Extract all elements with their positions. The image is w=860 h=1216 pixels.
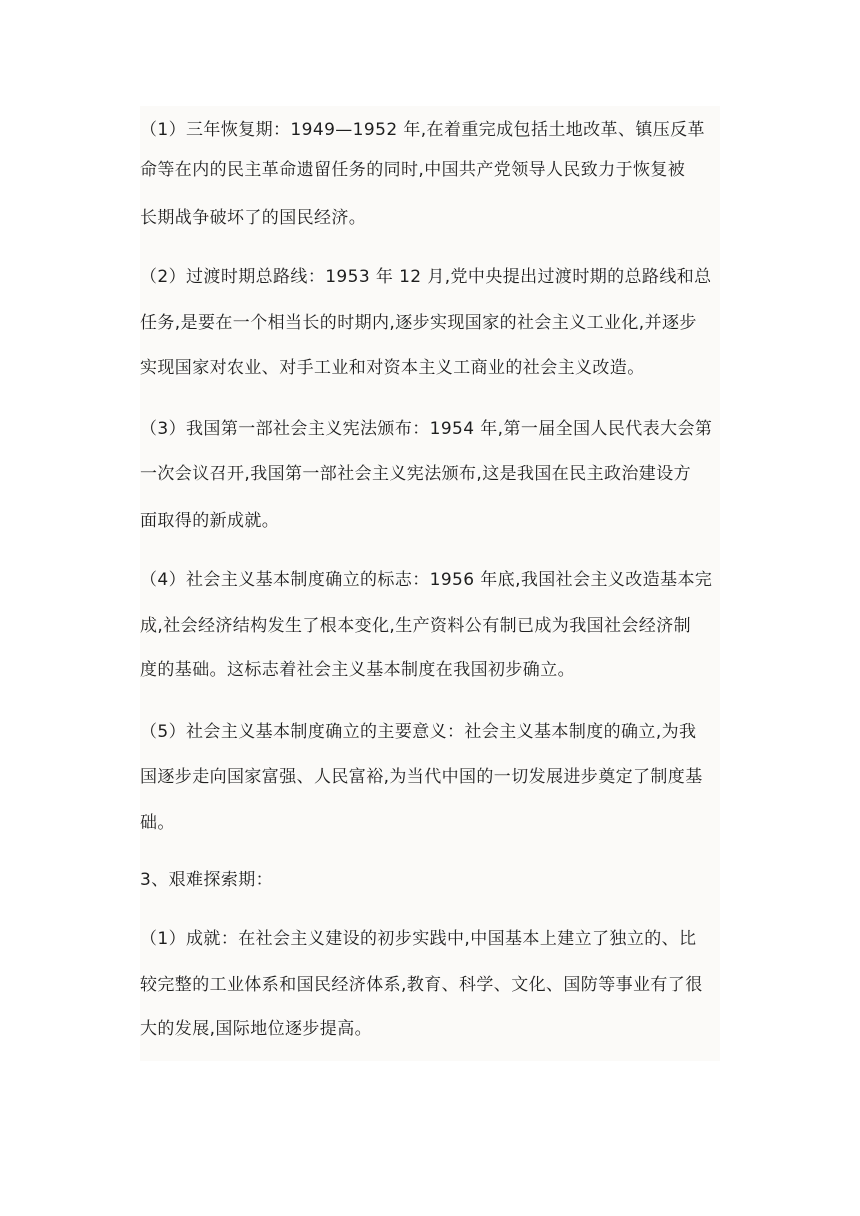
paragraph-5-line-1: （5）社会主义基本制度确立的主要意义：社会主义基本制度的确立,为我 <box>140 722 697 742</box>
paragraph-3-line-3: 面取得的新成就。 <box>140 511 280 531</box>
paragraph-2-line-2: 任务,是要在一个相当长的时期内,逐步实现国家的社会主义工业化,并逐步 <box>140 313 697 333</box>
paragraph-5-line-3: 础。 <box>140 813 175 833</box>
paragraph-6-line-2: 较完整的工业体系和国民经济体系,教育、科学、文化、国防等事业有了很 <box>140 975 703 995</box>
paragraph-1-line-2: 命等在内的民主革命遗留任务的同时,中国共产党领导人民致力于恢复被 <box>140 160 686 180</box>
paragraph-4-line-3: 度的基础。这标志着社会主义基本制度在我国初步确立。 <box>140 660 575 680</box>
section-heading: 3、艰难探索期： <box>140 870 274 890</box>
paragraph-2-line-3: 实现国家对农业、对手工业和对资本主义工商业的社会主义改造。 <box>140 358 645 378</box>
paragraph-6-line-3: 大的发展,国际地位逐步提高。 <box>140 1019 373 1039</box>
paragraph-1-line-3: 长期战争破坏了的国民经济。 <box>140 208 367 228</box>
paragraph-2-line-1: （2）过渡时期总路线：1953 年 12 月,党中央提出过渡时期的总路线和总 <box>140 267 712 287</box>
paragraph-4-line-2: 成,社会经济结构发生了根本变化,生产资料公有制已成为我国社会经济制 <box>140 616 692 636</box>
paragraph-5-line-2: 国逐步走向国家富强、人民富裕,为当代中国的一切发展进步奠定了制度基 <box>140 767 703 787</box>
paragraph-6-line-1: （1）成就：在社会主义建设的初步实践中,中国基本上建立了独立的、比 <box>140 929 697 949</box>
paragraph-4-line-1: （4）社会主义基本制度确立的标志：1956 年底,我国社会主义改造基本完 <box>140 570 713 590</box>
paragraph-3-line-1: （3）我国第一部社会主义宪法颁布：1954 年,第一届全国人民代表大会第 <box>140 419 713 439</box>
paragraph-1-line-1: （1）三年恢复期：1949—1952 年,在着重完成包括土地改革、镇压反革 <box>140 120 705 140</box>
paragraph-3-line-2: 一次会议召开,我国第一部社会主义宪法颁布,这是我国在民主政治建设方 <box>140 464 692 484</box>
